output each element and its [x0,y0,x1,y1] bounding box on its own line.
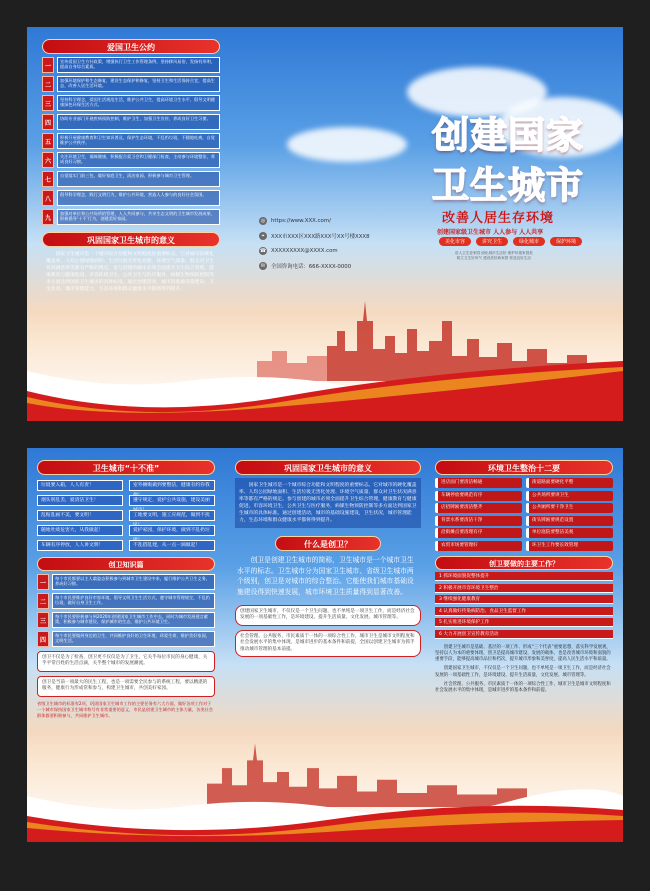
subtitle: 改善人居生存环境 [442,211,555,226]
knowledge-list [37,574,215,647]
env-item: 公共场所要讲卫生 [526,491,613,501]
rule-text: 自觉落实门前三包，做好家庭卫生，清洁家园，积极参与城市卫生管理。 [57,171,220,187]
ten-rule-item: 不乱搭乱建，从一点一滴做起！ [129,540,215,551]
tag: 讲究卫生 [476,237,508,246]
env-item: 单位庭院要整洁美观 [526,528,613,538]
red-wave-decoration [27,351,623,421]
knowledge-text: 每个市民要做到身边的卫生，共同维护良好的卫生环境，珍爱生命，维护美好家园，文明生活。 [52,631,215,647]
ten-rule-item: 爱护家园，保护环境，做到不乱扔垃 [129,525,215,536]
ten-rule-item: 乱贴乱画不美，要文明！ [37,510,123,521]
env-item: 背景水系要清洁干净 [435,516,522,526]
task-item: 5 扎实推进环境保护工作 [435,618,613,627]
meaning-title-2: 巩固国家卫生城市的意义 [235,460,421,475]
back-middle-column [235,460,421,657]
tasks-list [435,572,613,639]
tag-row [439,237,587,246]
rule-text: 倡导科学理念，践行文明行为，维护公共环境，营造人人参与的良好社会氛围。 [57,190,220,206]
rule-number: 一 [42,57,54,73]
knowledge-text: 每个市民要积极参与到2020年创建国家卫生城市工作中去，同时为城市发展建言献策，积极参与城市建设，保护城市的生态，维护公共环境卫生。 [52,612,215,628]
contact-label: XXX市XXX区XXX路XXX号XX号楼XXX8 [271,234,370,240]
knowledge-number: 四 [37,631,49,647]
knowledge-item [37,574,215,590]
contact-label: https://www.XXX.com/ [271,218,331,224]
rule-text: 宣传爱国卫生方针政策，增强执行卫生工作管理条例，坚持移风易俗，发扬有形明，提高自身综合素质。 [57,57,220,73]
rule-number: 二 [42,76,54,92]
meaning-title: 巩固国家卫生城市的意义 [42,232,220,247]
ten-rule-item: 随地吐痰危害大，从我做起！ [37,525,123,536]
note-text: 创建国家卫生城市，不仅仅是一个卫生问题，也不单纯是一项卫生工作，而是经济社会发展的一项基础性工作，是环境建设、提升生活质量、文化发展、城市管理等。 [240,609,415,621]
ten-rule-item: 垃圾要入箱，人人有责！ [37,480,123,491]
slogan: 创建国家级卫生城市 人人参与 人人共享 [437,229,544,236]
convention-rules [42,57,220,225]
env-item: 街头牌匾要规范设置 [526,516,613,526]
convention-rule [42,114,220,130]
tag: 美化市容 [439,237,471,246]
ten-rule-item: 遵守规定，爱护公共设施，建设美丽 [129,495,215,506]
title-line-1: 创建国家 [432,114,584,157]
knowledge-number: 二 [37,593,49,609]
convention-rule [42,95,220,111]
phone-icon: ☎ [259,248,267,254]
knowledge-number: 三 [37,612,49,628]
rule-number: 四 [42,114,54,130]
brochure-back-panel [27,448,623,842]
contact-item [259,247,338,255]
contact-item [259,217,331,225]
task-item: 4 认真做好传染病防治、食品卫生监督工作 [435,607,613,616]
right-text-1: 创建卫生城市是基础、基层的一项工作、形成“三个代表”重要思想，落实科学发展观，坚持以人为本的重要体现，创卫是提高城市建设、发展的载体，也是改善城市环境和面貌的重要手段，能够提高城市品位和档次，提升城市形象和美誉度，提高人民生活水平和质量。 [435,644,611,663]
contact-item [259,232,370,240]
task-item: 3 继续强化健康教育 [435,595,613,604]
task-item: 6 大力开展创卫宣传教育活动 [435,630,613,639]
meaning-panel [235,478,421,528]
note-text: 社会管理、公共服务，市民素质于一体的一项综合性工作，城市卫生是城市文明程度和社会发展水平的集中体现，是城市进步的基本条件和前提，全国以创建卫生城市为抓手推动城市管理的基本前提。 [240,633,415,652]
env-row [435,516,613,526]
env-items [435,478,613,551]
back-left-column [37,460,215,719]
what-title: 什么是创卫？ [275,536,381,551]
location-icon: ⌖ [259,232,267,240]
web-icon: ◎ [260,218,266,224]
rule-number: 九 [42,209,54,225]
ten-rules-grid [37,480,215,551]
env-row [435,503,613,513]
env-item: 沿街摊点要清理有序 [435,528,522,538]
note-box-1 [37,651,215,672]
knowledge-item [37,612,215,628]
convention-rule [42,171,220,187]
small-line: 树立卫生好风气 建设美好新家园 营造良好生活 [456,256,531,260]
env-row [435,528,613,538]
title-line-2: 卫生城市 [432,164,584,207]
env-item: 车辆停放要规范有序 [435,491,522,501]
note-box-2 [37,676,215,697]
bottom-note: 省级卫生城市的标准有2项，巩固国家卫生城市工作的主要任务有六大方面，做好各项工作对于一个城市保持国家卫生城市称号有非常重要的意义，市民是创建卫生城市的主体力量，各类社会群体都要积极参与，共同维护卫生城市。 [37,700,213,718]
tag: 绿化城市 [513,237,545,246]
tag: 保护环境 [550,237,582,246]
right-text-2: 创建国家卫生城市，不仅仅是一个卫生问题，也不单纯是一项卫生工作，而是经济社会发展的一项基础性工作，是环境建设、提升生活质量，文化发展、城市管理等。 [435,666,611,678]
knowledge-title: 创卫知识篇 [37,557,215,571]
knowledge-text: 每个市民都要以主人翁姿态积极参与到城市卫生建设中来，履行维护公共卫生义务，养成好习惯。 [52,574,215,590]
mail-icon: ✉ [260,263,266,269]
rule-text: 加强对单位和公共场所的管理，人人共同参与，共享生态文明的卫生城市发展成果，积极倡导‘十不’行为，创建美好家园。 [57,209,220,225]
env-item: 农贸市场要管理好 [435,541,522,551]
rule-number: 五 [42,133,54,149]
knowledge-item [37,593,215,609]
rule-number: 八 [42,190,54,206]
rule-text: 坚持科学理念，爱国生活规范生活，维护公共卫生，提高环境卫生水平，倡导文明健康绿色环保生活方式。 [57,95,220,111]
task-item: 2 积极开展市容环境卫生整治 [435,584,613,593]
rule-text: 积极开展健康教育和卫生知识普及，保护生态环境，不乱扔垃圾，不随地吐痰，自觉维护公共秩序。 [57,133,220,149]
task-item: 1 抓环境面貌促整体提升 [435,572,613,581]
ten-rule-item: 烟头别乱丢，爱清洁卫生！ [37,495,123,506]
convention-rule [42,190,220,206]
rule-text: 协助专业部门开展疾病预防控制，维护卫生，加强卫生宣传，养成良好卫生习惯。 [57,114,220,130]
note-box-3 [235,605,421,626]
rule-number: 七 [42,171,54,187]
rule-number: 三 [42,95,54,111]
env-item: 进店面门要清洁畅通 [435,478,522,488]
left-column [42,39,220,297]
contact-item [259,262,351,270]
knowledge-item [37,631,215,647]
env-item: 公共厕所要干净卫生 [526,503,613,513]
convention-title: 爱国卫生公约 [42,39,220,54]
env-row [435,478,613,488]
tasks-title: 创卫要做的主要工作？ [435,556,613,570]
red-wave-decoration [27,772,623,842]
what-text: 创卫是创建卫生城市的简称，卫生城市是一个城市卫生水平的标志。卫生城市分为国家卫生城市、省级卫生城市两个级别，创卫是对城市的综合整治。它能使我们城市基础设施建设得到快速发展，城市环境卫生质量得到显著改善。 [237,556,414,596]
meaning-text: 国家卫生城市是一个城市综合功能和文明程度的重要标志。它对城市的硬化覆盖率、人均公园绿地面积、生活垃圾无害化处理、环境空气质量、群众对卫生状况满意率等都有严格的规定。参与创建的城市必须全面提升卫生综合管理，健康教育与健康促进，市容环境卫生，公共卫生与医疗服务，病媒生物预防控制等多方面达到国家卫生城市的具体标准。通过创建活动，城市的基础设施建设、卫生状况、城市管理能力，生态环境和群众健康水平都将得到提升。 [46,252,214,292]
right-text-3: 社会管理、公共服务、市民素质于一体的一项综合性工作，城市卫生是城市文明程度和社会发展水平的集中体现，是城市进步的基本条件和前提。 [435,681,611,694]
note-text: 创卫不仅是为了检查，创卫更不仅仅是为了卫生，它关乎每位市民的身心健康，关乎平常百姓的生活点滴，关乎整个城市的发展潮流。 [42,655,208,667]
ten-rule-item: 工地要文明，施工应规范，做到不扰 [129,510,215,521]
back-right-column [435,460,613,695]
rule-text: 加强环境保护和生态修复，建设生态保护和修复，坚持卫生和生活保持合宜，提高生态，改善人居生活环境。 [57,76,220,92]
env-row [435,541,613,551]
ten-rule-item: 室外摊贩做到要整洁，健康有约你我 [129,480,215,491]
cloud [287,127,407,162]
env-title: 环境卫生整治十二要 [435,460,613,475]
note-text: 创卫是当前一项最大的民生工程，也是一项需要全民参与的系统工程，要以精湛的服务，健康行为形成常和参与，构建卫生城市，共创美好家园。 [42,679,208,692]
convention-rule [42,133,220,149]
env-item: 店招牌匾要清洁整齐 [435,503,522,513]
small-line: 讲人卫生爱家园 绿化城市生活好 保护环境家园美 [455,251,533,255]
rule-text: 关注环境卫生，保障健康，积极配合爱卫会和卫健部门检查，主动参与环境整治，养成良好习惯。 [57,152,220,168]
ten-rules-title: 卫生城市“十不准” [37,460,215,475]
env-row [435,491,613,501]
convention-rule [42,76,220,92]
knowledge-text: 每个市民要维护良好市容环境，倡导文明卫生生活方式，遵守城市管理规定，不乱扔垃圾，做好自身卫生工作。 [52,593,215,609]
convention-rule [42,209,220,225]
knowledge-number: 一 [37,574,49,590]
convention-rule [42,152,220,168]
convention-rule [42,57,220,73]
rule-number: 六 [42,152,54,168]
contact-label: XXXXXXXXX@XXXX.com [271,248,338,254]
ten-rule-item: 车辆有序停放，人人讲文明！ [37,540,123,551]
env-item: 街道路面要硬化平整 [526,478,613,488]
contact-label: 全国咨询电话：666-XXXX-0000 [271,264,352,270]
note-box-4 [235,630,421,657]
env-item: 环卫生工作要长效管理 [526,541,613,551]
brochure-front-panel [27,27,623,421]
meaning-text-2: 国家卫生城市是一个城市综合功能和文明程度的重要标志。它对城市的硬化覆盖率、人均公园绿地面积、生活垃圾无害化处理、环境空气质量、群众对卫生状况满意率等都有严格的规定。参与创建的城市必须全面提升卫生综合管理，健康教育与健康促进，市容环境卫生，公共卫生与医疗服务，病媒生物预防控制等多方面达到国家卫生城市的具体标准。通过创建活动，城市的基础设施建设，卫生状况，城市管理能力，生态环境和群众健康水平都将得到提升。 [239,483,417,523]
small-lines [455,251,533,261]
